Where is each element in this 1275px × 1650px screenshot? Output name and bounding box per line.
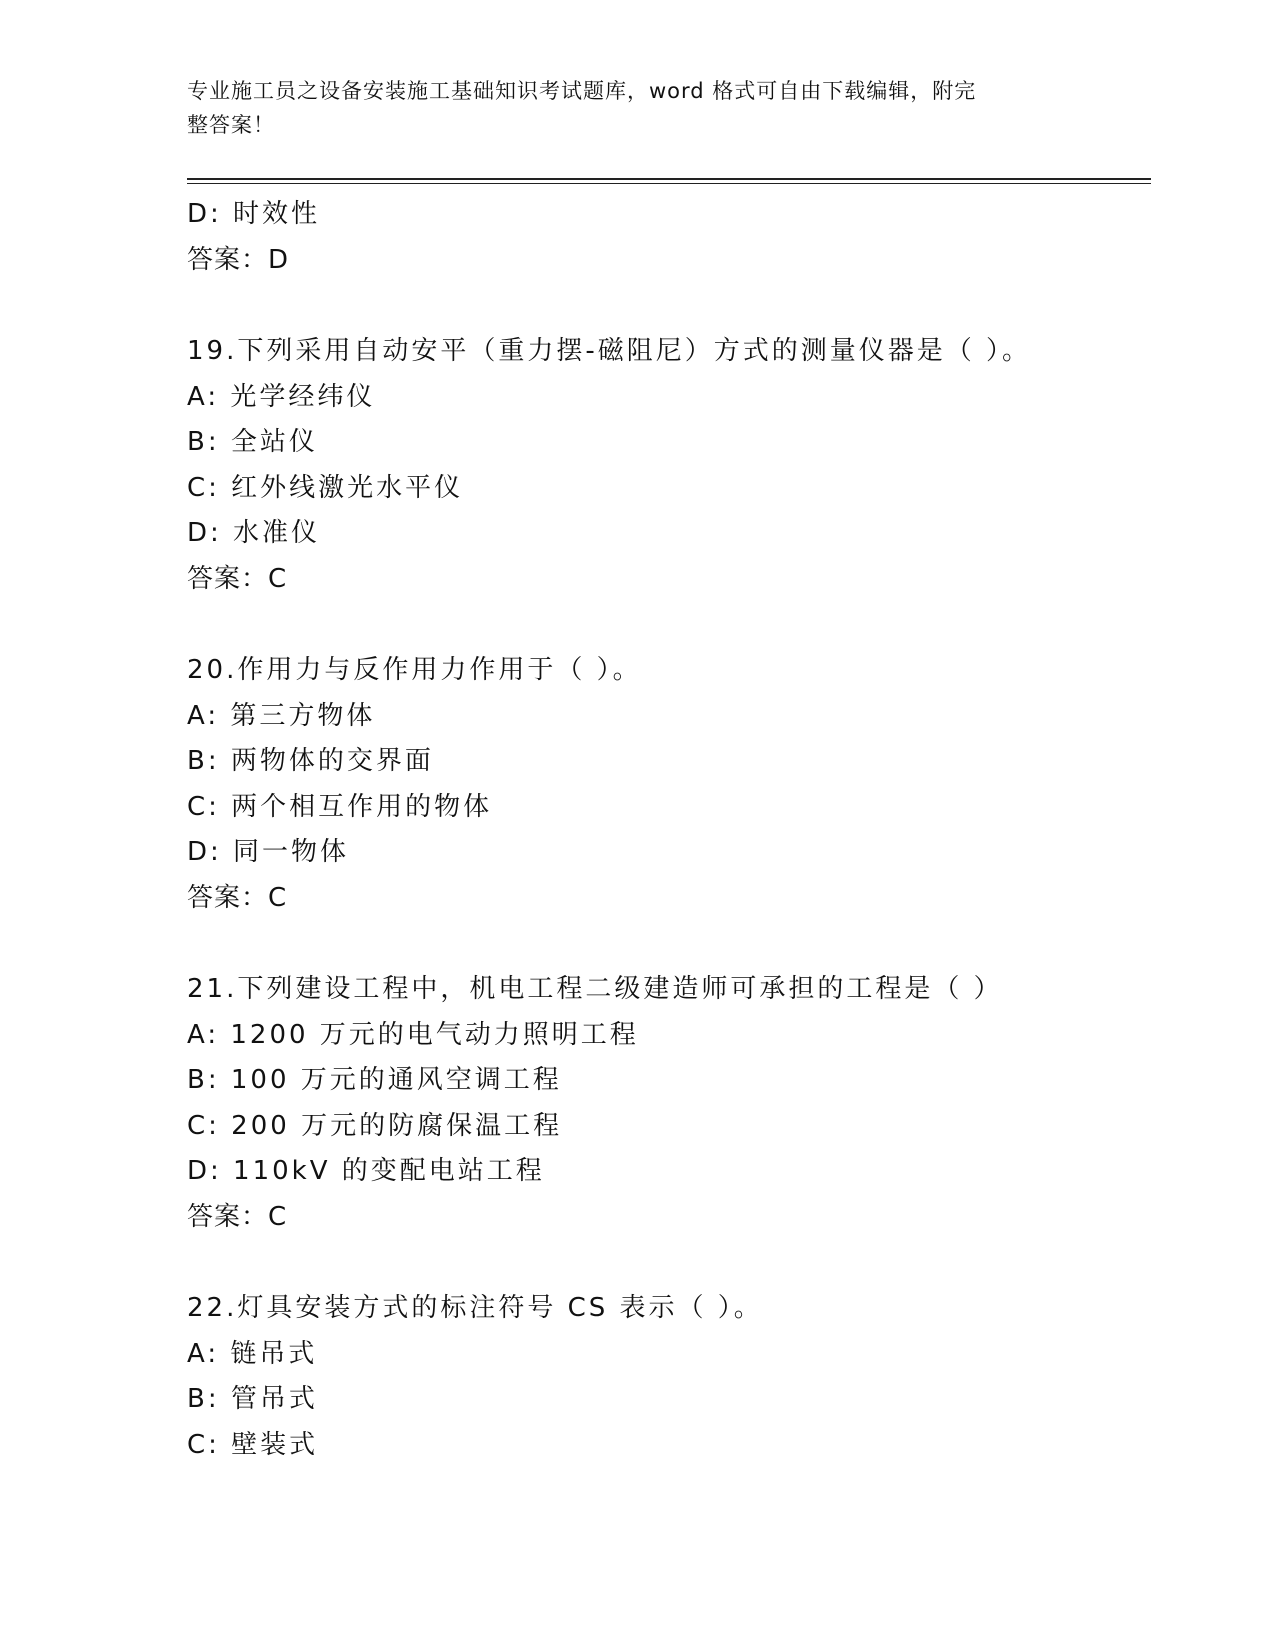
q19-option-c: C: 红外线激光水平仪 [187, 472, 464, 503]
q22-option-a: A: 链吊式 [187, 1338, 318, 1369]
question-block-21 [187, 967, 1151, 1240]
q21-option-a: A: 1200 万元的电气动力照明工程 [187, 1019, 639, 1050]
q21-option-c: C: 200 万元的防腐保温工程 [187, 1110, 563, 1141]
q19-question: 19.下列采用自动安平（重力摆-磁阻尼）方式的测量仪器是（ ）。 [187, 336, 1031, 366]
question-block-22 [187, 1286, 1151, 1468]
q22-option-c: C: 壁装式 [187, 1429, 319, 1460]
q20-option-a: A: 第三方物体 [187, 700, 376, 731]
q20-option-b: B: 两物体的交界面 [187, 746, 434, 776]
header-line-1: 专业施工员之设备安装施工基础知识考试题库，word 格式可自由下载编辑，附完 [187, 79, 977, 103]
q21-question: 21.下列建设工程中，机电工程二级建造师可承担的工程是（ ） [187, 974, 1003, 1004]
q21-option-d: D: 110kV 的变配电站工程 [187, 1156, 545, 1186]
question-list [187, 192, 1151, 1468]
spacer [187, 921, 1151, 967]
q19-option-a: A: 光学经纬仪 [187, 381, 376, 412]
spacer [187, 1240, 1151, 1286]
header-line-2: 整答案！ [187, 113, 275, 137]
question-block-18 [187, 192, 1151, 283]
spacer [187, 602, 1151, 648]
q19-option-d: D: 水准仪 [187, 518, 321, 548]
q20-answer: 答案：C [187, 882, 288, 913]
q19-answer: 答案：C [187, 563, 288, 594]
q19-option-b: B: 全站仪 [187, 427, 318, 457]
q20-option-d: D: 同一物体 [187, 837, 350, 867]
q21-answer: 答案：C [187, 1201, 288, 1232]
question-block-20 [187, 648, 1151, 921]
q20-question: 20.作用力与反作用力作用于（ ）。 [187, 655, 642, 685]
q18-option-d: D: 时效性 [187, 199, 321, 229]
q22-option-b: B: 管吊式 [187, 1384, 318, 1414]
q18-answer: 答案：D [187, 244, 290, 275]
header-rule-thick [187, 178, 1151, 180]
q22-question: 22.灯具安装方式的标注符号 CS 表示（ ）。 [187, 1293, 763, 1323]
spacer [187, 283, 1151, 329]
question-block-19 [187, 329, 1151, 602]
q21-option-b: B: 100 万元的通风空调工程 [187, 1065, 562, 1095]
header-rule-thin [187, 183, 1151, 184]
document-header [187, 74, 1067, 142]
q20-option-c: C: 两个相互作用的物体 [187, 791, 493, 822]
